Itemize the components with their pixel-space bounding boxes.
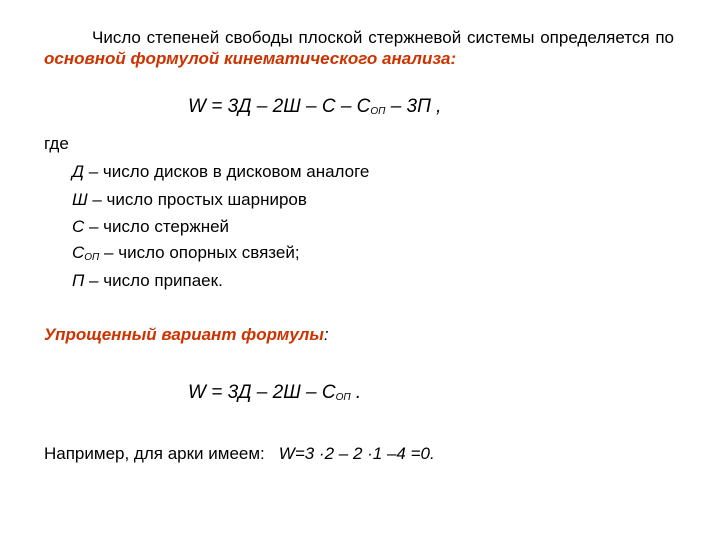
intro-paragraph [44, 27, 674, 69]
definition-text: – число простых шарниров [87, 190, 307, 209]
definition-symbol [72, 243, 99, 262]
where-label: где [44, 134, 69, 153]
definition-symbol-letter: С [72, 243, 85, 262]
simple-formula-lhs: W = 3Д – 2Ш – С [188, 382, 336, 403]
example-line [44, 444, 435, 464]
simplified-label: Упрощенный вариант формулы [44, 325, 324, 344]
definition-item [72, 271, 223, 291]
definition-symbol: П [72, 271, 85, 290]
definition-text: – число дисков в дисковом аналоге [83, 162, 370, 181]
definition-text: – число стержней [84, 217, 230, 236]
example-calculation: W=3 ·2 – 2 ·1 –4 =0. [278, 444, 435, 463]
definition-item [72, 162, 369, 182]
simple-formula-rhs: . [350, 382, 362, 403]
definition-symbol: Д [72, 162, 84, 181]
intro-accent-text: основной формулой кинематического анализа: [44, 49, 457, 68]
definition-symbol-subscript: ОП [84, 252, 100, 263]
example-label: Например, для арки имеем: [44, 444, 265, 463]
definition-item [72, 190, 307, 210]
definition-symbol: Ш [72, 190, 88, 209]
main-formula-subscript: ОП [370, 106, 386, 117]
definition-item [72, 243, 300, 263]
definition-symbol: С [72, 217, 85, 236]
simple-formula-subscript: ОП [335, 392, 351, 403]
simplified-colon: : [323, 325, 329, 344]
definition-text: – число опорных связей; [99, 243, 300, 262]
simple-formula [188, 382, 361, 404]
simplified-heading [44, 325, 329, 345]
main-formula [188, 96, 441, 118]
definition-text: – число припаек. [84, 271, 223, 290]
main-formula-rhs: – 3П , [385, 96, 442, 117]
definition-item [72, 217, 229, 237]
main-formula-lhs: W = 3Д – 2Ш – С – С [188, 96, 371, 117]
intro-text: Число степеней свободы плоской стержневой системы определяется по [92, 28, 674, 47]
